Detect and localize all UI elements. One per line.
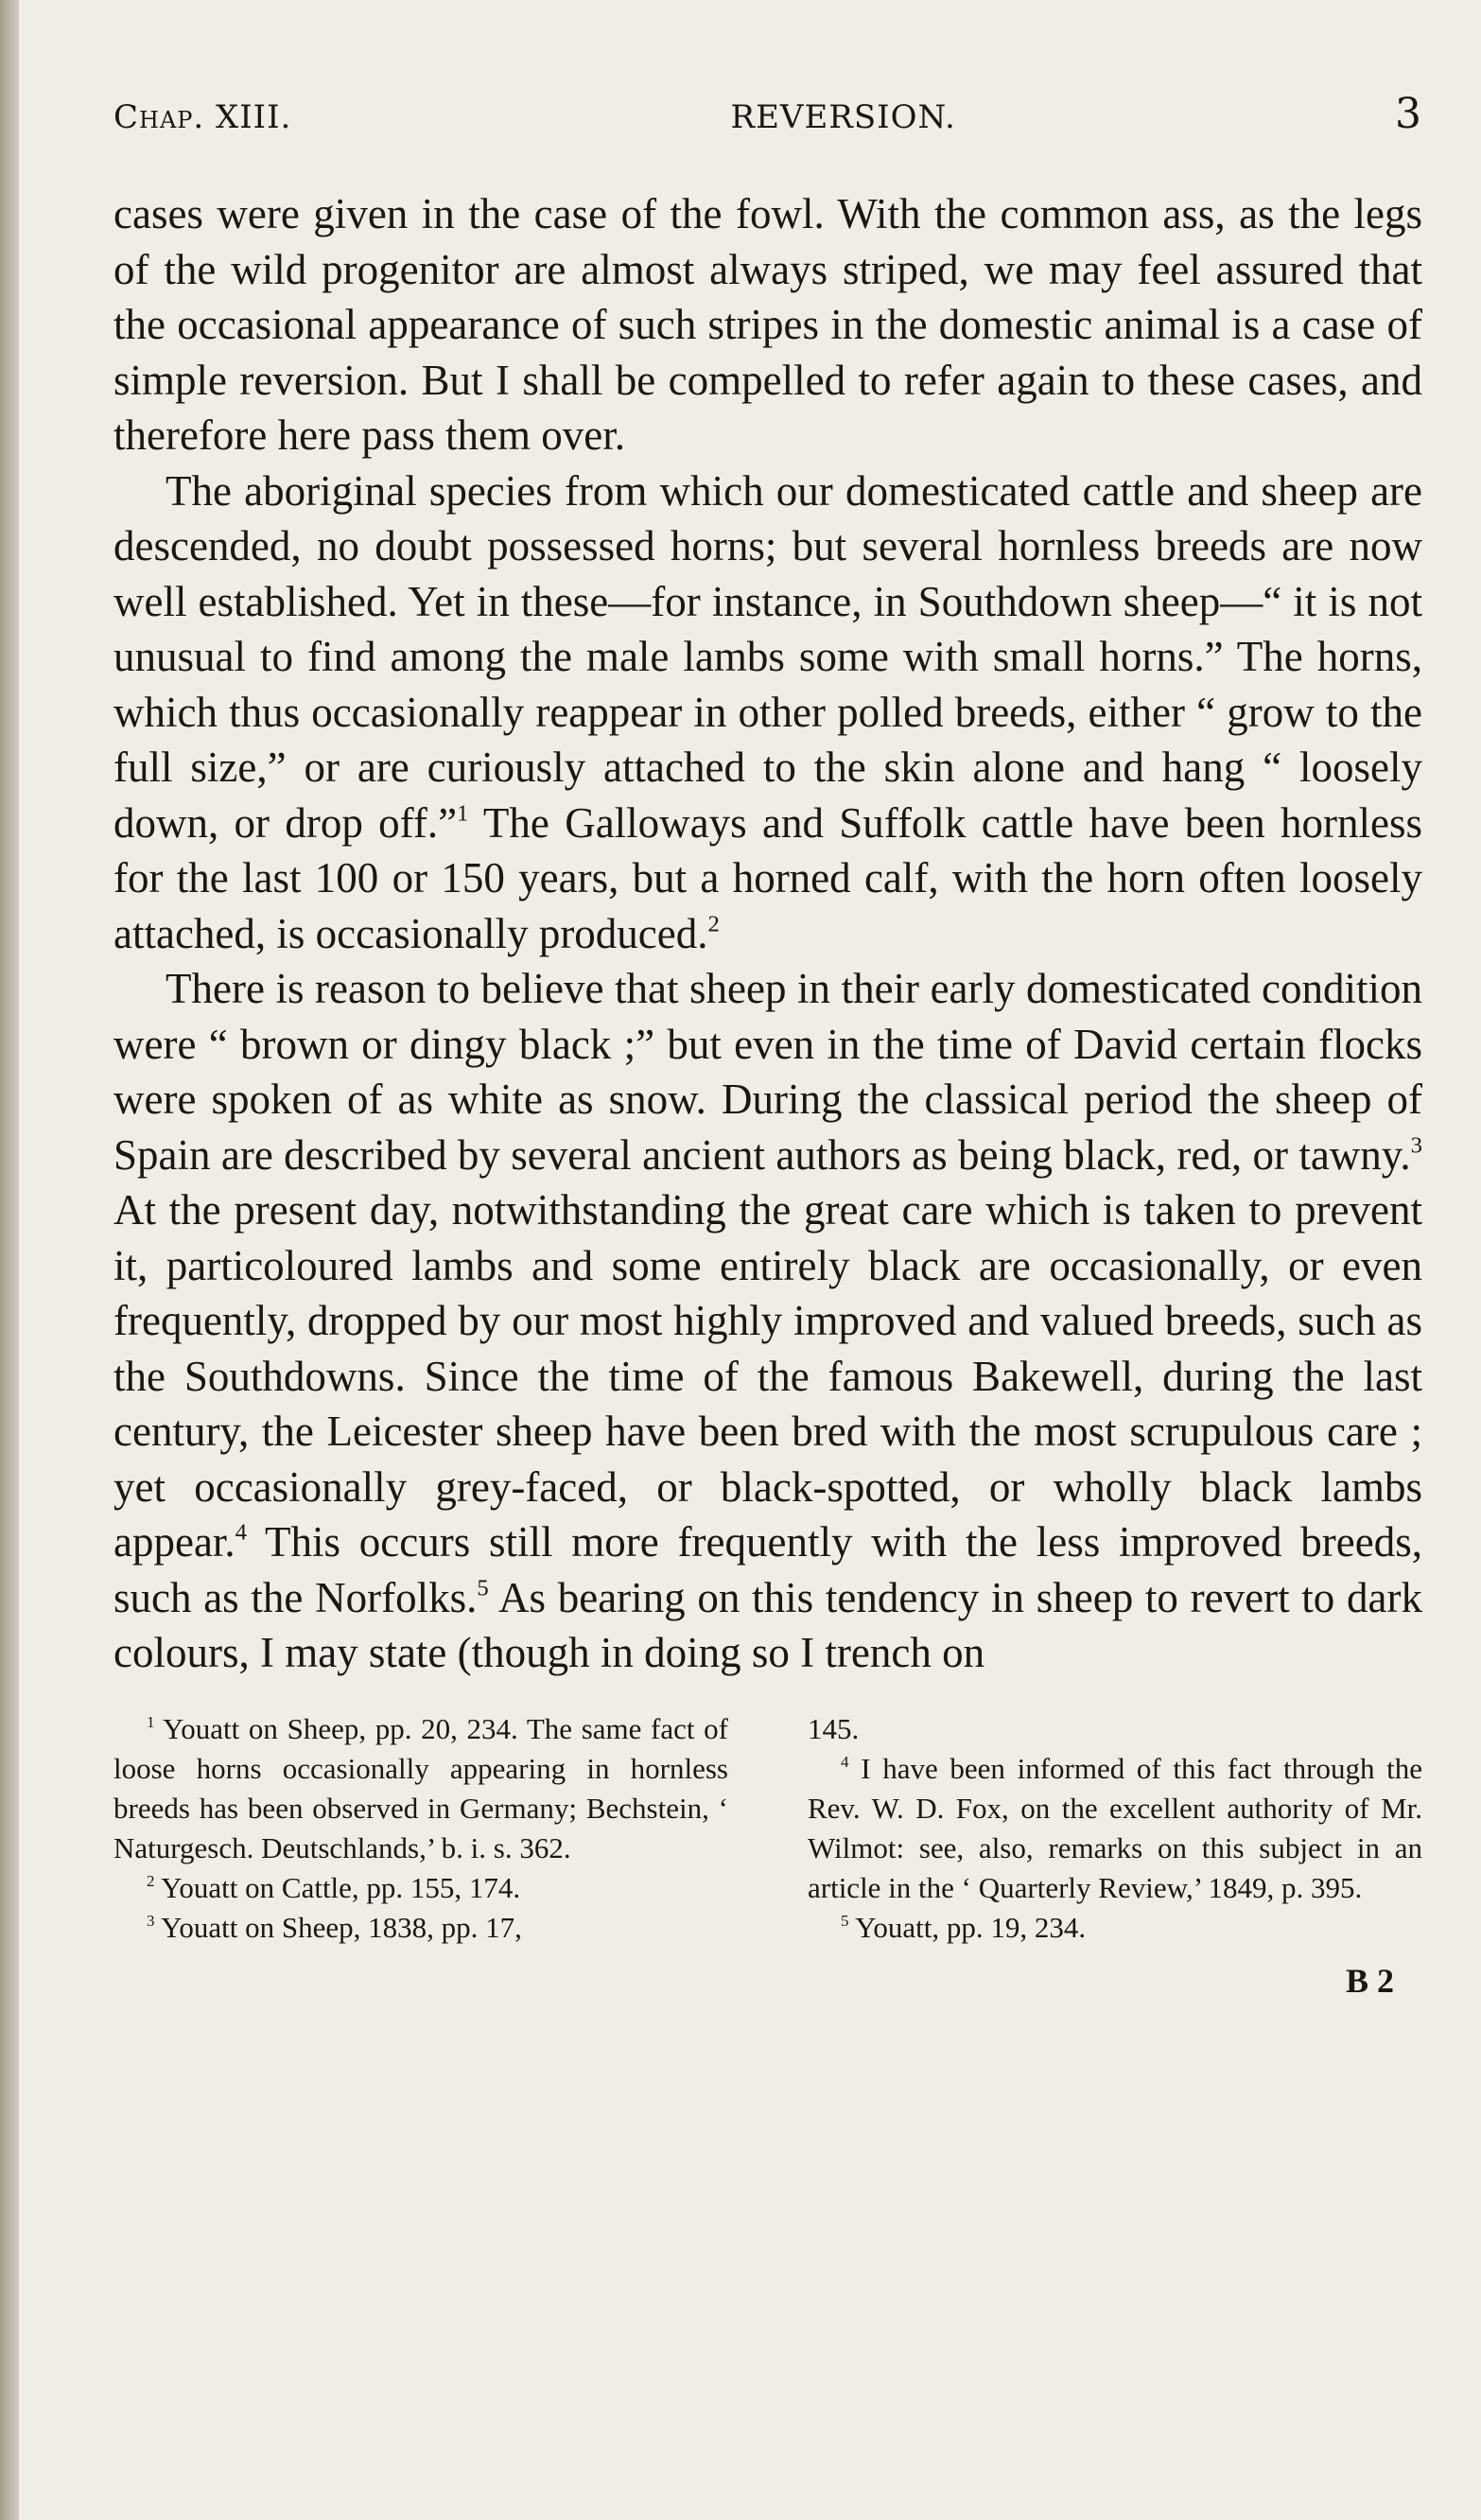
paragraph-text: The Galloways and Suffolk cattle have been hornless for the last 100 or 150 years, but a horned calf, with the horn often loosely attached, is occasionally produced. [113, 798, 1422, 957]
paragraph-3 [113, 961, 1422, 1681]
footnote-number: 1 [147, 1712, 155, 1731]
page-number: 3 [1394, 90, 1422, 138]
chapter-label: Chap. XIII. [113, 98, 292, 136]
paragraph-1 [113, 186, 1422, 464]
body-text [113, 186, 1422, 1681]
footnote-ref: 3 [1410, 1132, 1422, 1159]
footnote-ref: 2 [707, 911, 720, 937]
paragraph-text: As bearing on this tendency in sheep to revert to dark colours, I may state (though in doing so I trench on [113, 1573, 1422, 1676]
paragraph-text: There is reason to believe that sheep in their early domesticated condition were “ brown or dingy black ;” but even in the time of David certain flocks were spoken of as white as snow. During the classical period the sheep of Spain are described by several ancient authors as being black, red, or tawny. [113, 965, 1422, 1179]
footnote-text: Youatt on Sheep, 1838, pp. 17, [161, 1910, 522, 1944]
footnotes-right-column [808, 1709, 1422, 1948]
paragraph-text: This occurs still more frequently with the less improved breeds, such as the Norfolks. [113, 1518, 1422, 1621]
book-page [19, 0, 1481, 2520]
footnote-text: Youatt on Cattle, pp. 155, 174. [161, 1870, 521, 1904]
footnote [808, 1749, 1422, 1908]
footnote-number: 3 [147, 1911, 155, 1930]
footnote [113, 1868, 728, 1908]
footnote-number: 5 [841, 1911, 849, 1930]
footnotes [113, 1709, 1422, 1948]
footnotes-left-column [113, 1709, 728, 1948]
paragraph-2 [113, 464, 1422, 962]
footnote-ref: 5 [477, 1575, 489, 1601]
footnote-text: Youatt on Sheep, pp. 20, 234. The same fact of loose horns occasionally appearing in hornless breeds has been observed in Germany; Bechstein, ‘ Naturgesch. Deutschlands,’ b. i. s. 362. [113, 1711, 728, 1864]
paragraph-text: cases were given in the case of the fowl. With the common ass, as the legs of the wild progenitor are almost always striped, we may feel assured that the occasional appearance of such stripes in the domestic animal is a case of simple reversion. But I shall be compelled to refer again to these cases, and therefore here pass them over. [113, 190, 1422, 459]
footnote-continuation [808, 1709, 1422, 1749]
signature-mark: B 2 [1345, 1961, 1394, 2000]
footnote-text: Youatt, pp. 19, 234. [855, 1910, 1087, 1944]
footnote [808, 1908, 1422, 1948]
footnote [113, 1908, 728, 1948]
running-head [113, 90, 1422, 166]
footnote-text: I have been informed of this fact through the Rev. W. D. Fox, on the excellent authority of Mr. Wilmot: see, also, remarks on this subject in an article in the ‘ Quarterly Review,’ 1849, p. 395. [808, 1751, 1423, 1904]
footnote-ref: 1 [457, 800, 469, 827]
paragraph-text: The aboriginal species from which our domesticated cattle and sheep are descended, no doubt possessed horns; but several hornless breeds are now well established. Yet in these—for instance, in Southdown sheep—“ it is not unusual to find among the male lambs some with small horns.” The horns, which thus occasionally reappear in other polled breeds, either “ grow to the full size,” or are curiously attached to the skin alone and hang “ loosely down, or drop off.” [113, 466, 1422, 847]
paragraph-text: At the present day, notwithstanding the great care which is taken to prevent it, particoloured lambs and some entirely black are occasionally, or even frequently, dropped by our most highly improved and valued breeds, such as the Southdowns. Since the time of the famous Bakewell, during the last century, the Leicester sheep have been bred with the most scrupulous care ; yet occasionally grey-faced, or black-spotted, or wholly black lambs appear. [113, 1186, 1422, 1566]
footnote-ref: 4 [235, 1519, 248, 1546]
running-title: REVERSION. [730, 98, 956, 136]
footnote-number: 2 [147, 1871, 155, 1890]
footnote [113, 1709, 728, 1868]
footnote-text: 145. [808, 1711, 860, 1745]
footnote-number: 4 [841, 1752, 849, 1771]
book-gutter [0, 0, 19, 2520]
